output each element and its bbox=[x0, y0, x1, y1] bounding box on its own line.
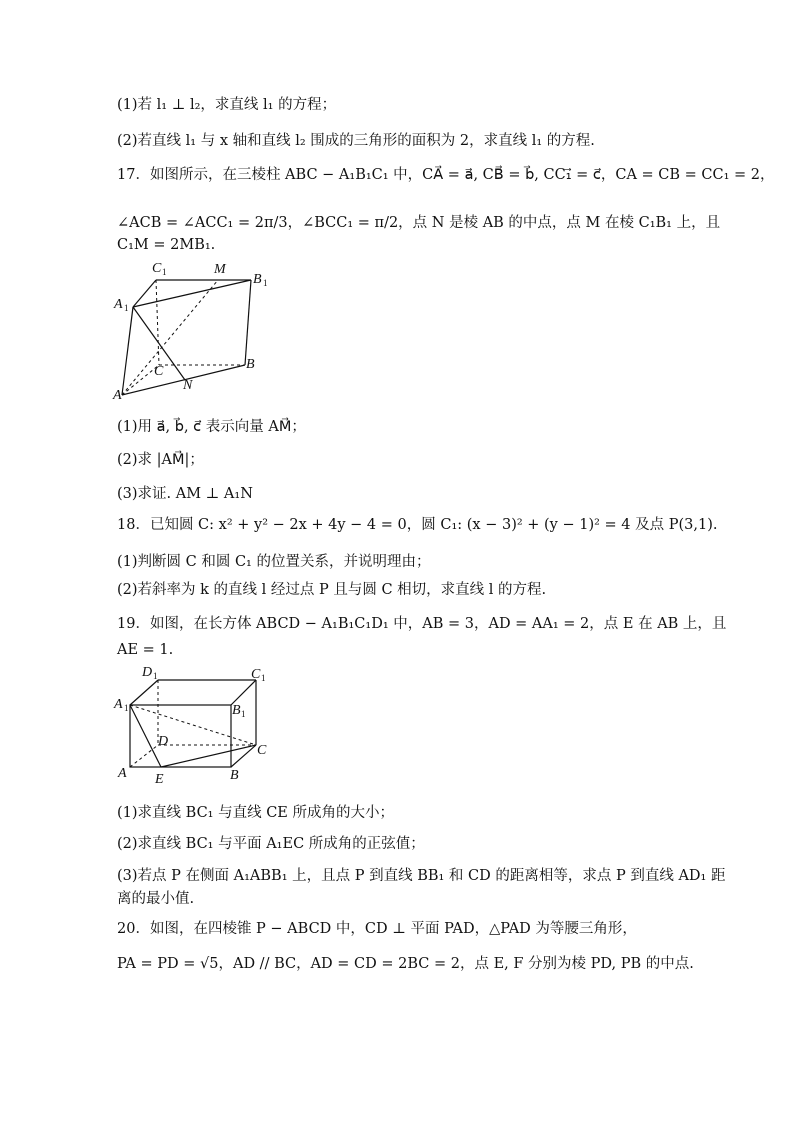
label-C1: C bbox=[152, 261, 162, 276]
label-B1: B bbox=[232, 703, 241, 718]
label-E: E bbox=[155, 772, 164, 787]
svg-text:1: 1 bbox=[162, 267, 167, 277]
q19-part3-a: (3)若点 P 在侧面 A₁ABB₁ 上，且点 P 到直线 BB₁ 和 CD 的距离相等，求点 P 到直线 AD₁ 距 bbox=[117, 868, 726, 884]
svg-text:1: 1 bbox=[261, 673, 266, 683]
q20-stem-2: PA = PD = √5，AD // BC，AD = CD = 2BC = 2，点 E, F 分别为棱 PD, PB 的中点. bbox=[117, 956, 694, 972]
label-B: B bbox=[246, 357, 255, 372]
label-C: C bbox=[154, 364, 164, 379]
q19-cuboid-figure bbox=[112, 660, 282, 794]
svg-text:1: 1 bbox=[124, 303, 129, 313]
label-D: D bbox=[158, 734, 169, 749]
q17-part2: (2)求 |AM⃗|； bbox=[117, 452, 204, 468]
label-N: N bbox=[183, 378, 193, 393]
label-C: C bbox=[257, 743, 267, 758]
q17-stem-3: C₁M = 2MB₁. bbox=[117, 237, 216, 253]
q17-stem-1: 17．如图所示，在三棱柱 ABC − A₁B₁C₁ 中，CA⃗ = a⃗, CB⃗ = b⃗, CC₁⃗ = c⃗，CA = CB = CC₁ = 2， bbox=[117, 167, 775, 183]
q17-part3: (3)求证. AM ⊥ A₁N bbox=[117, 486, 253, 502]
q18-part2: (2)若斜率为 k 的直线 l 经过点 P 且与圆 C 相切，求直线 l 的方程. bbox=[117, 582, 547, 598]
q19-stem-1: 19．如图，在长方体 ABCD − A₁B₁C₁D₁ 中，AB = 3，AD = AA₁ = 2，点 E 在 AB 上，且 bbox=[117, 616, 727, 632]
label-B1: B bbox=[253, 272, 262, 287]
q16-part2: (2)若直线 l₁ 与 x 轴和直线 l₂ 围成的三角形的面积为 2，求直线 l₁ 的方程. bbox=[117, 133, 595, 149]
q19-part1: (1)求直线 BC₁ 与直线 CE 所成角的大小； bbox=[117, 805, 394, 821]
q19-stem-2: AE = 1. bbox=[117, 642, 174, 658]
label-B: B bbox=[230, 768, 239, 783]
label-M: M bbox=[214, 262, 226, 277]
q17-stem-2: ∠ACB = ∠ACC₁ = 2π/3，∠BCC₁ = π/2，点 N 是棱 AB 的中点，点 M 在棱 C₁B₁ 上，且 bbox=[117, 215, 721, 231]
q16-part1: (1)若 l₁ ⊥ l₂，求直线 l₁ 的方程； bbox=[117, 97, 337, 113]
label-A1: A bbox=[114, 297, 123, 312]
label-A1: A bbox=[114, 697, 123, 712]
label-A: A bbox=[118, 766, 127, 781]
q18-stem: 18．已知圆 C: x² + y² − 2x + 4y − 4 = 0，圆 C₁: (x − 3)² + (y − 1)² = 4 及点 P(3,1). bbox=[117, 517, 718, 533]
q19-part3-b: 离的最小值. bbox=[117, 891, 195, 907]
label-D1: D bbox=[142, 665, 153, 680]
label-A: A bbox=[113, 388, 122, 403]
svg-text:1: 1 bbox=[124, 703, 129, 713]
svg-text:1: 1 bbox=[241, 709, 246, 719]
q19-part2: (2)求直线 BC₁ 与平面 A₁EC 所成角的正弦值； bbox=[117, 836, 425, 852]
q20-stem-1: 20．如图，在四棱锥 P − ABCD 中，CD ⊥ 平面 PAD，△PAD 为等腰三角形， bbox=[117, 921, 637, 937]
svg-text:1: 1 bbox=[153, 671, 158, 681]
svg-text:1: 1 bbox=[263, 278, 268, 288]
q17-part1: (1)用 a⃗, b⃗, c⃗ 表示向量 AM⃗； bbox=[117, 419, 306, 435]
q17-prism-figure bbox=[112, 258, 282, 410]
label-C1: C bbox=[251, 667, 261, 682]
q18-part1: (1)判断圆 C 和圆 C₁ 的位置关系，并说明理由； bbox=[117, 554, 431, 570]
